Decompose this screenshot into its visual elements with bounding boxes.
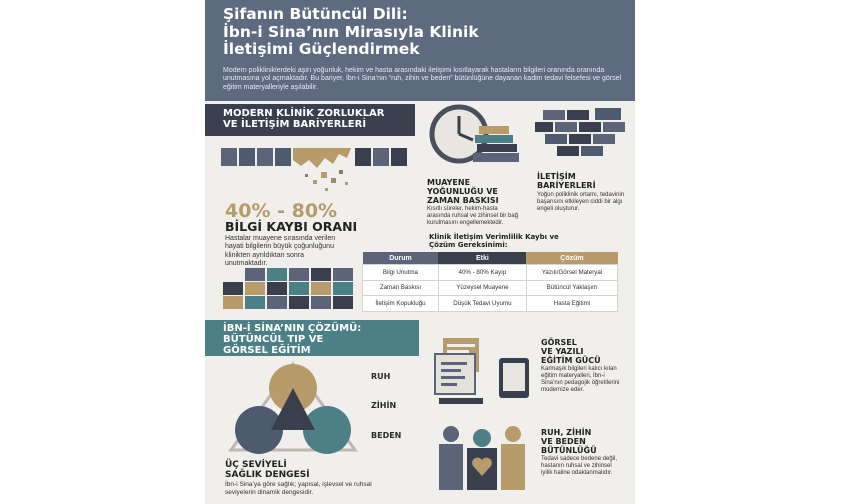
balance-text: İbn-i Sina’ya göre sağlık; yapısal, işlevsel ve ruhsal seviyelerin dinamik dengesidir. [225, 481, 372, 496]
balance-title-1: ÜÇ SEVİYELİ [225, 460, 287, 470]
table-row [363, 280, 618, 296]
table-cell: Bilgi Unutma [363, 265, 439, 281]
table-cell: Yazılı/Görsel Materyal [526, 265, 617, 281]
clock-books-icon [427, 104, 527, 172]
card-unity-title-3: BÜTÜNLÜĞÜ [541, 446, 597, 455]
band2-line-1: İBN-İ SİNA’NIN ÇÖZÜMÜ: [223, 323, 362, 334]
header-durum: Durum [363, 252, 439, 265]
card-time-title-1: MUAYENE [427, 178, 471, 187]
card-material-title-2: VE YAZILI [541, 347, 584, 356]
card-material-text: Karmaşık bilgileri kalıcı kılan eğitim materyalleri, İbn-i Sina’nın pedagojik öğretilerini modernize eder. [541, 366, 620, 393]
documents-tablet-icon [433, 338, 533, 410]
table-cell: Bütüncül Yaklaşım [526, 280, 617, 296]
card-material-title [541, 338, 601, 365]
table-title-2: Çözüm Gereksinimi: [429, 241, 508, 249]
intro-text: Modern polikliniklerdeki aşırı yoğunluk, hekim ve hasta arasındaki iletişimi kısıtlayarak hastaların bilgileri oranında oranında unutmasına yol açmaktadır. Bu bariyer, İbn-i Sina’nın “ruh, zihin ve beden” bütünlüğüne dayanan kadim tedavi felsefesi ve görsel eğitim materyalleriyle aşılabilir. [223, 67, 622, 91]
mosaic-graphic [223, 268, 363, 310]
band2-line-2: BÜTÜNCÜL TIP VE [223, 334, 324, 345]
title-line-3: İletişimi Güçlendirmek [223, 40, 420, 58]
table-cell: İletişim Kopukluğu [363, 296, 439, 312]
table-title-1: Klinik İletişim Verimlilik Kaybı ve [429, 233, 559, 241]
band2-line-3: GÖRSEL EĞİTİM [223, 345, 311, 356]
card-time-title [427, 178, 499, 205]
card-time-title-3: ZAMAN BASKISI [427, 196, 499, 205]
card-unity-title-2: VE BEDEN [541, 437, 586, 446]
card-time-text: Kısıtlı süreler, hekim-hasta arasında ruhsal ve zihinsel bir bağ kurulmasını engellemektedir. [427, 206, 519, 226]
table-cell: 40% - 80% Kayıp [438, 265, 526, 281]
table-cell: Yüzeysel Muayene [438, 280, 526, 296]
title-line-2: İbn-i Sina’nın Mirasıyla Klinik [223, 22, 479, 41]
band-line-2: VE İLETİŞİM BARİYERLERİ [223, 119, 367, 130]
card-barrier-title [537, 172, 596, 190]
table-cell: Hasta Eğitimi [526, 296, 617, 312]
header-cozum: Çözüm [526, 252, 617, 265]
section-band-challenges [205, 104, 415, 136]
crumbling-bar-graphic [221, 146, 411, 196]
infographic [205, 0, 635, 504]
card-barrier-title-2: BARİYERLERİ [537, 181, 596, 190]
card-unity-title [541, 428, 597, 455]
brick-wall-icon [535, 108, 630, 162]
section-band-solution [205, 320, 419, 356]
title-line-1: Şifanın Bütüncül Dili: [223, 5, 408, 23]
label-beden: BEDEN [371, 431, 402, 440]
stat-value: 40% - 80% [225, 200, 338, 222]
table-row [363, 296, 618, 312]
page-title [223, 6, 623, 59]
table-row [363, 265, 618, 281]
card-barrier-title-1: İLETİŞİM [537, 172, 576, 181]
header-banner [205, 0, 635, 101]
stat-label: BİLGİ KAYBI ORANI [225, 219, 358, 234]
header-etki: Etki [438, 252, 526, 265]
label-ruh: RUH [371, 372, 391, 381]
balance-title-2: SAĞLIK DENGESİ [225, 470, 310, 480]
table-header-row [363, 252, 618, 265]
card-material-title-3: EĞİTİM GÜCÜ [541, 356, 601, 365]
balance-title [225, 460, 310, 480]
table-cell: Zaman Baskısı [363, 280, 439, 296]
comparison-table [362, 252, 618, 312]
card-barrier-text: Yoğun poliklinik ortamı, tedavinin başarısını etkileyen ciddi bir algı engeli oluşturur. [537, 192, 625, 212]
table-title [429, 233, 559, 249]
human-figures-heart-icon [431, 424, 533, 490]
card-time-title-2: YOĞUNLUĞU VE [427, 187, 498, 196]
table-cell: Düşük Tedavi Uyumu [438, 296, 526, 312]
card-unity-title-1: RUH, ZİHİN [541, 428, 592, 437]
stat-description: Hastalar muayene sırasında verilen hayati bilgilerin büyük çoğunluğunu klinikten ayrıldıktan sonra unutmaktadır. [225, 235, 336, 267]
label-zihin: ZİHİN [371, 401, 397, 410]
card-material-title-1: GÖRSEL [541, 338, 577, 347]
three-level-triangle-icon [223, 360, 363, 456]
card-unity-text: Tedavi sadece bedene değil, hastanın ruhsal ve zihinsel iyilik haline odaklanmalıdır. [541, 456, 618, 476]
band-line-1: MODERN KLİNİK ZORLUKLAR [223, 108, 385, 119]
